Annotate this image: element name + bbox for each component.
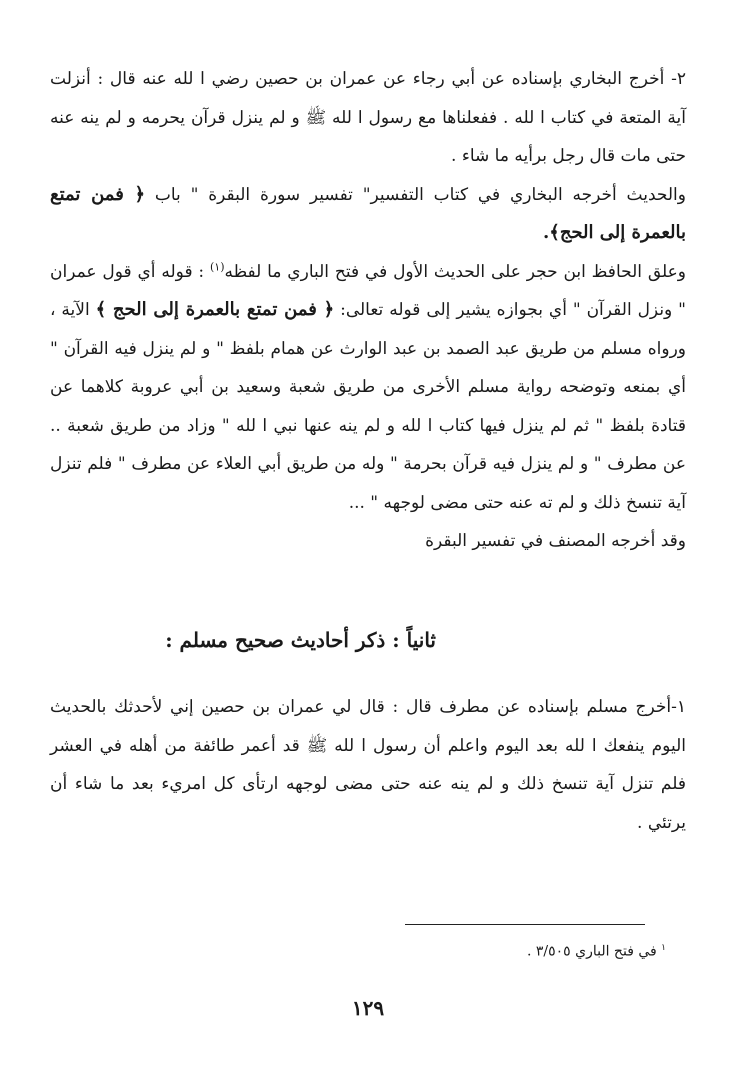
footnote-mark: ١ — [661, 943, 666, 953]
paragraph-tafsir-reference: وقد أخرجه المصنف في تفسير البقرة — [425, 531, 686, 551]
page-number: ١٢٩ — [351, 996, 385, 1020]
footnote-reference: (١) — [209, 259, 225, 273]
section-one — [50, 60, 686, 561]
section-heading: ثانياً : ذكر أحاديث صحيح مسلم : — [165, 628, 436, 652]
ibn-hajar-text-a: وعلق الحافظ ابن حجر على الحديث الأول في فتح الباري ما لفظه — [224, 261, 686, 282]
paragraph-ibn-hajar-comment — [50, 253, 686, 523]
quran-verse-bold-inline: ﴿ فمن تمتع بالعمرة إلى الحج ﴾ — [95, 299, 335, 320]
ibn-hajar-text-b: : قوله أي قول عمران " ونزل القرآن " أي بجوازه يشير إلى قوله تعالى: — [50, 261, 686, 320]
footnote-text: في فتح الباري ٣/٥٠٥ . — [526, 943, 657, 960]
section-two — [50, 688, 686, 842]
section-two-heading-block — [50, 620, 686, 660]
paragraph-bukhari-source-text: والحديث أخرجه البخاري في كتاب التفسير" تفسير سورة البقرة " باب — [145, 184, 686, 205]
quran-verse-bold: ﴿ فمن تمتع بالعمرة إلى الحج﴾. — [50, 183, 686, 243]
ibn-hajar-text-c: الآية ، ورواه مسلم من طريق عبد الصمد بن عبد الوارث عن همام بلفظ " و لم ينزل فيه القرآن " أي بمنعه وتوضحه رواية مسلم الأخرى من طريق شعبة وسعيد بن أبي عروبة كلاهما عن قتادة بلفظ " ثم لم ينزل فيها كتاب ا لله و لم ينه عنها نبي ا لله " وزاد من طريق شعبة .. عن مطرف " و لم ينزل فيه قرآن بحرمة " وله من طريق أبي العلاء عن مطرف " فلم تنزل آية تنسخ ذلك و لم ته عنه حتى مضى لوجهه " ... — [50, 300, 686, 513]
paragraph-muslim-hadith: ١-أخرج مسلم بإسناده عن مطرف قال : قال لي عمران بن حصين إني لأحدثك بالحديث اليوم ينفعك ا لله بعد اليوم واعلم أن رسول ا لله ﷺ قد أعمر طائفة من أهله في العشر فلم تنزل آية تنسخ ذلك و لم ينه عنه حتى مضى لوجهه ارتأى كل امريء بعد ما شاء أن يرتئي . — [50, 697, 686, 833]
footnote-divider — [405, 924, 645, 925]
paragraph-bukhari-source — [50, 176, 686, 253]
paragraph-bukhari-hadith: ٢- أخرج البخاري بإسناده عن أبي رجاء عن عمران بن حصين رضي ا لله عنه قال : أنزلت آية المتعة في كتاب ا لله . ففعلناها مع رسول ا لله ﷺ و لم ينزل قرآن يحرمه و لم ينه عنه حتى مات قال رجل برأيه ما شاء . — [50, 69, 686, 166]
footnote — [527, 938, 666, 962]
